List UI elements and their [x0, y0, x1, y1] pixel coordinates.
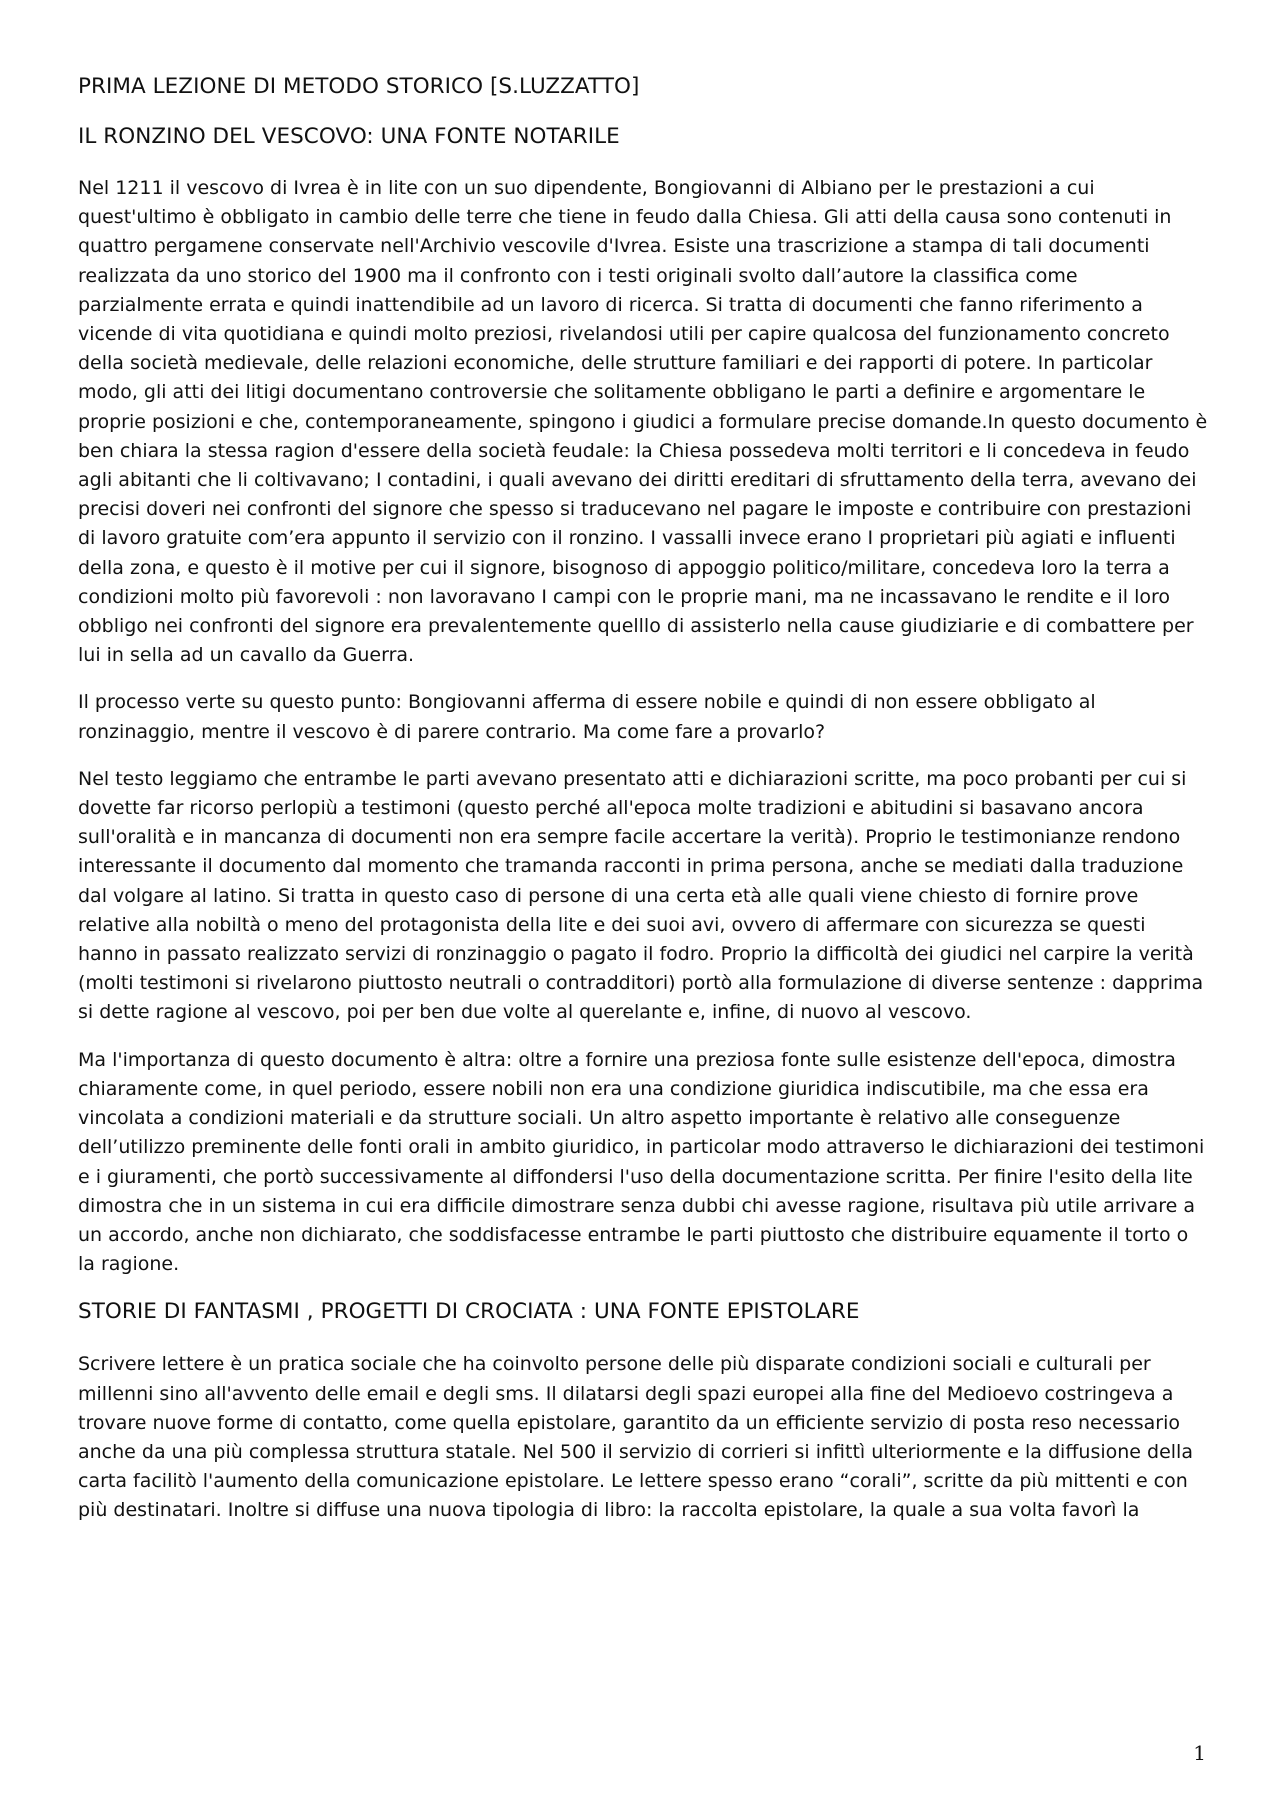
paragraph: Nel 1211 il vescovo di Ivrea è in lite con un suo dipendente, Bongiovanni di Albiano per le prestazioni a cui quest'ultimo è obbligato in cambio delle terre che tiene in feudo dalla Chiesa. Gli atti della causa sono contenuti in quattro pergamene conservate nell'Archivio vescovile d'Ivrea. Esiste una trascrizione a stampa di tali documenti realizzata da uno storico del 1900 ma il confronto con i testi originali svolto dall’autore la classifica come parzialmente errata e quindi inattendibile ad un lavoro di ricerca. Si tratta di documenti che fanno riferimento a vicende di vita quotidiana e quindi molto preziosi, rivelandosi utili per capire qualcosa del funzionamento concreto della società medievale, delle relazioni economiche, delle strutture familiari e dei rapporti di potere. In particolar modo, gli atti dei litigi documentano controversie che solitamente obbligano le parti a definire e argomentare le proprie posizioni e che, contemporaneamente, spingono i giudici a formulare precise domande.In questo documento è ben chiara la stessa ragion d'essere della società feudale: la Chiesa possedeva molti territori e li concedeva in feudo agli abitanti che li coltivavano; I contadini, i quali avevano dei diritti ereditari di sfruttamento della terra, avevano dei precisi doveri nei confronti del signore che spesso si traducevano nel pagare le imposte e contribuire con prestazioni di lavoro gratuite com’era appunto il servizio con il ronzino. I vassalli invece erano I proprietari più agiati e influenti della zona, e questo è il motive per cui il signore, bisognoso di appoggio politico/militare, concedeva loro la terra a condizioni molto più favorevoli : non lavoravano I campi con le proprie mani, ma ne incassavano le rendite e il loro obbligo nei confronti del signore era prevalentemente quelllo di assisterlo nella cause giudiziarie e di combattere per lui in sella ad un cavallo da Guerra. [78, 177, 1208, 667]
paragraph: Ma l'importanza di questo documento è altra: oltre a fornire una preziosa fonte sulle esistenze dell'epoca, dimostra chiaramente come, in quel periodo, essere nobili non era una condizione giuridica indiscutibile, ma che essa era vincolata a condizioni materiali e da strutture sociali. Un altro aspetto importante è relativo alle conseguenze dell’utilizzo preminente delle fonti orali in ambito giuridico, in particolar modo attraverso le dichiarazioni dei testimoni e i giuramenti, che portò successivamente al diffondersi l'uso della documentazione scritta. Per finire l'esito della lite dimostra che in un sistema in cui era difficile dimostrare senza dubbi chi avesse ragione, risultava più utile arrivare a un accordo, anche non dichiarato, che soddisfacesse entrambe le parti piuttosto che distribuire equamente il torto o la ragione. [78, 1048, 1205, 1276]
section-heading-epistolare: STORIE DI FANTASMI , PROGETTI DI CROCIATA : UNA FONTE EPISTOLARE [78, 1299, 860, 1325]
document-title: PRIMA LEZIONE DI METODO STORICO [S.LUZZATTO] [78, 74, 640, 99]
section-heading-notarile: IL RONZINO DEL VESCOVO: UNA FONTE NOTARILE [78, 124, 620, 149]
document-page [78, 72, 1208, 1544]
paragraph: Scrivere lettere è un pratica sociale che ha coinvolto persone delle più disparate condizioni sociali e culturali per millenni sino all'avvento delle email e degli sms. Il dilatarsi degli spazi europei alla fine del Medioevo costringeva a trovare nuove forme di contatto, come quella epistolare, garantito da un efficiente servizio di posta reso necessario anche da una più complessa struttura statale. Nel 500 il servizio di corrieri si infittì ulteriormente e la diffusione della carta facilitò l'aumento della comunicazione epistolare. Le lettere spesso erano “corali”, scritte da più mittenti e con più destinatari. Inoltre si diffuse una nuova tipologia di libro: la raccolta epistolare, la quale a sua volta favorì la [78, 1353, 1193, 1522]
paragraph: Nel testo leggiamo che entrambe le parti avevano presentato atti e dichiarazioni scritte, ma poco probanti per cui si dovette far ricorso perlopiù a testimoni (questo perché all'epoca molte tradizioni e abitudini si basavano ancora sull'oralità e in mancanza di documenti non era sempre facile accertare la verità). Proprio le testimonianze rendono interessante il documento dal momento che tramanda racconti in prima persona, anche se mediati dalla traduzione dal volgare al latino. Si tratta in questo caso di persone di una certa età alle quali viene chiesto di fornire prove relative alla nobiltà o meno del protagonista della lite e dei suoi avi, ovvero di affermare con sicurezza se questi hanno in passato realizzato servizi di ronzinaggio o pagato il fodro. Proprio la difficoltà dei giudici nel carpire la verità (molti testimoni si rivelarono piuttosto neutrali o contradditori) portò alla formulazione di diverse sentenze : dapprima si dette ragione al vescovo, poi per ben due volte al querelante e, infine, di nuovo al vescovo. [78, 767, 1204, 1024]
page-number: 1 [1193, 1741, 1206, 1765]
paragraph: Il processo verte su questo punto: Bongiovanni afferma di essere nobile e quindi di non essere obbligato al ronzinaggio, mentre il vescovo è di parere contrario. Ma come fare a provarlo? [78, 691, 1096, 743]
